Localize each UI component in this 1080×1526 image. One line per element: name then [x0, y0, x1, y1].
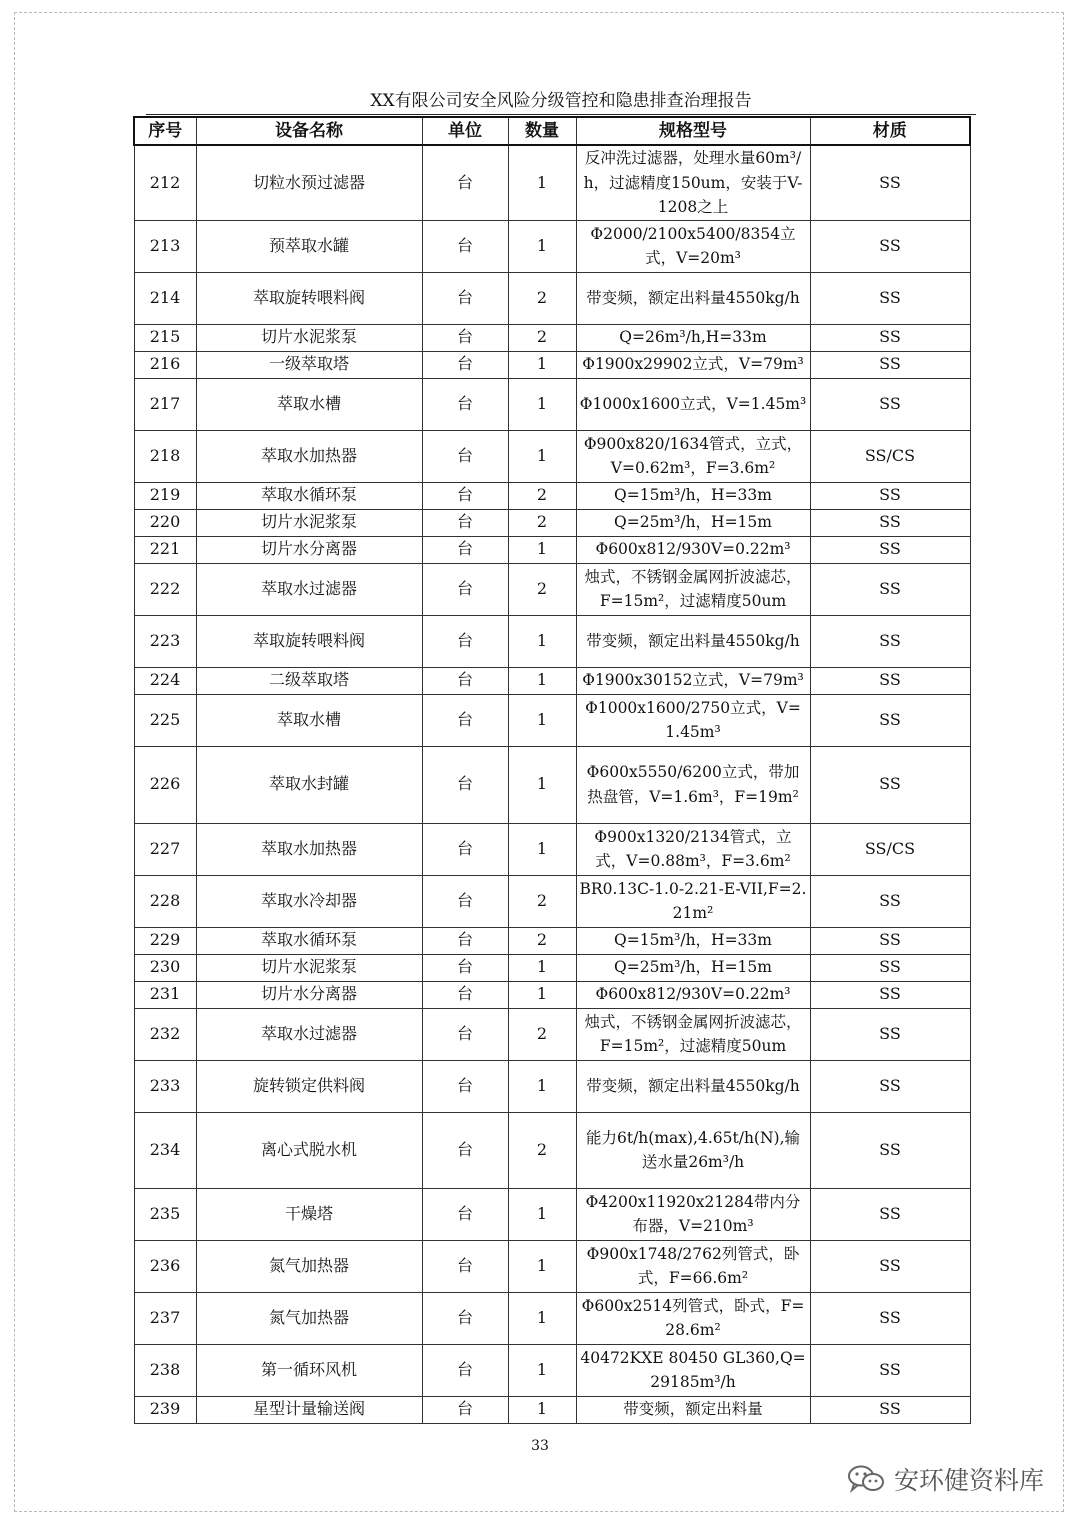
cell-unit: 台: [422, 615, 508, 667]
cell-no: 212: [134, 145, 196, 220]
col-header-spec: 规格型号: [576, 117, 810, 145]
col-header-no: 序号: [134, 117, 196, 145]
cell-name: 萃取水封罐: [196, 746, 422, 823]
cell-no: 221: [134, 536, 196, 563]
cell-no: 237: [134, 1292, 196, 1344]
cell-spec: Φ600x5550/6200立式，带加热盘管，V=1.6m³，F=19m²: [576, 746, 810, 823]
cell-spec: Q=15m³/h，H=33m: [576, 482, 810, 509]
cell-spec: Φ600x812/930V=0.22m³: [576, 981, 810, 1008]
cell-material: SS: [810, 1060, 970, 1112]
cell-material: SS: [810, 536, 970, 563]
cell-name: 干燥塔: [196, 1188, 422, 1240]
cell-unit: 台: [422, 220, 508, 272]
cell-unit: 台: [422, 1240, 508, 1292]
cell-name: 星型计量输送阀: [196, 1396, 422, 1423]
table-row: [134, 823, 970, 875]
cell-qty: 2: [508, 563, 576, 615]
table-row: [134, 430, 970, 482]
cell-name: 离心式脱水机: [196, 1112, 422, 1188]
table-row: [134, 694, 970, 746]
cell-name: 氮气加热器: [196, 1240, 422, 1292]
cell-name: 氮气加热器: [196, 1292, 422, 1344]
cell-qty: 1: [508, 351, 576, 378]
cell-material: SS: [810, 1292, 970, 1344]
col-header-unit: 单位: [422, 117, 508, 145]
cell-name: 切片水分离器: [196, 536, 422, 563]
cell-no: 219: [134, 482, 196, 509]
cell-spec: Φ600x2514列管式，卧式，F=28.6m²: [576, 1292, 810, 1344]
cell-unit: 台: [422, 272, 508, 324]
cell-no: 216: [134, 351, 196, 378]
table-row: [134, 1112, 970, 1188]
cell-spec: Φ2000/2100x5400/8354立式，V=20m³: [576, 220, 810, 272]
cell-qty: 1: [508, 615, 576, 667]
watermark: [846, 1462, 1044, 1496]
cell-no: 230: [134, 954, 196, 981]
cell-unit: 台: [422, 563, 508, 615]
cell-unit: 台: [422, 482, 508, 509]
cell-material: SS: [810, 1344, 970, 1396]
cell-unit: 台: [422, 1396, 508, 1423]
cell-no: 228: [134, 875, 196, 927]
cell-no: 224: [134, 667, 196, 694]
table-row: [134, 351, 970, 378]
table-row: [134, 667, 970, 694]
cell-spec: Φ1000x1600立式，V=1.45m³: [576, 378, 810, 430]
cell-qty: 1: [508, 1396, 576, 1423]
col-header-name: 设备名称: [196, 117, 422, 145]
cell-unit: 台: [422, 746, 508, 823]
cell-material: SS/CS: [810, 430, 970, 482]
table-row: [134, 1292, 970, 1344]
cell-material: SS: [810, 563, 970, 615]
cell-name: 切粒水预过滤器: [196, 145, 422, 220]
table-row: [134, 482, 970, 509]
cell-material: SS: [810, 1008, 970, 1060]
cell-spec: 反冲洗过滤器，处理水量60m³/h，过滤精度150um，安装于V-1208之上: [576, 145, 810, 220]
cell-spec: Φ900x1320/2134管式，立式，V=0.88m³，F=3.6m²: [576, 823, 810, 875]
table-row: [134, 615, 970, 667]
cell-qty: 1: [508, 430, 576, 482]
cell-spec: 烛式，不锈钢金属网折波滤芯，F=15m²，过滤精度50um: [576, 563, 810, 615]
table-row: [134, 324, 970, 351]
cell-name: 一级萃取塔: [196, 351, 422, 378]
cell-qty: 1: [508, 746, 576, 823]
cell-qty: 1: [508, 1060, 576, 1112]
cell-qty: 1: [508, 694, 576, 746]
cell-name: 萃取水过滤器: [196, 1008, 422, 1060]
cell-material: SS: [810, 667, 970, 694]
cell-no: 215: [134, 324, 196, 351]
cell-no: 213: [134, 220, 196, 272]
cell-no: 235: [134, 1188, 196, 1240]
cell-spec: Φ4200x11920x21284带内分布器，V=210m³: [576, 1188, 810, 1240]
table-body: [134, 145, 970, 1423]
cell-no: 226: [134, 746, 196, 823]
cell-name: 萃取水过滤器: [196, 563, 422, 615]
cell-material: SS: [810, 875, 970, 927]
table-row: [134, 272, 970, 324]
cell-qty: 1: [508, 1240, 576, 1292]
cell-no: 239: [134, 1396, 196, 1423]
cell-no: 217: [134, 378, 196, 430]
table-row: [134, 875, 970, 927]
cell-no: 236: [134, 1240, 196, 1292]
cell-unit: 台: [422, 430, 508, 482]
col-header-material: 材质: [810, 117, 970, 145]
cell-spec: 带变频，额定出料量4550kg/h: [576, 272, 810, 324]
cell-qty: 1: [508, 220, 576, 272]
cell-unit: 台: [422, 1060, 508, 1112]
cell-qty: 1: [508, 954, 576, 981]
cell-name: 第一循环风机: [196, 1344, 422, 1396]
wechat-icon: [846, 1464, 886, 1494]
cell-spec: Φ1900x30152立式，V=79m³: [576, 667, 810, 694]
cell-qty: 1: [508, 823, 576, 875]
cell-unit: 台: [422, 1188, 508, 1240]
cell-qty: 2: [508, 272, 576, 324]
cell-spec: 40472KXE 80450 GL360,Q=29185m³/h: [576, 1344, 810, 1396]
table-row: [134, 1344, 970, 1396]
cell-unit: 台: [422, 694, 508, 746]
cell-name: 切片水分离器: [196, 981, 422, 1008]
cell-material: SS: [810, 615, 970, 667]
cell-name: 切片水泥浆泵: [196, 509, 422, 536]
cell-unit: 台: [422, 536, 508, 563]
cell-name: 萃取水循环泵: [196, 482, 422, 509]
cell-qty: 1: [508, 1344, 576, 1396]
cell-material: SS: [810, 1112, 970, 1188]
cell-no: 234: [134, 1112, 196, 1188]
cell-no: 227: [134, 823, 196, 875]
table-row: [134, 746, 970, 823]
cell-qty: 1: [508, 378, 576, 430]
table-row: [134, 378, 970, 430]
cell-name: 萃取水加热器: [196, 823, 422, 875]
cell-name: 萃取水循环泵: [196, 927, 422, 954]
cell-material: SS/CS: [810, 823, 970, 875]
page-number: 33: [531, 1438, 549, 1454]
cell-spec: 烛式，不锈钢金属网折波滤芯，F=15m²，过滤精度50um: [576, 1008, 810, 1060]
cell-qty: 1: [508, 145, 576, 220]
cell-no: 238: [134, 1344, 196, 1396]
table-row: [134, 1008, 970, 1060]
cell-spec: Φ900x1748/2762列管式，卧式，F=66.6m²: [576, 1240, 810, 1292]
cell-material: SS: [810, 1240, 970, 1292]
cell-no: 222: [134, 563, 196, 615]
cell-material: SS: [810, 927, 970, 954]
cell-material: SS: [810, 351, 970, 378]
cell-name: 萃取旋转喂料阀: [196, 615, 422, 667]
cell-name: 萃取水加热器: [196, 430, 422, 482]
cell-material: SS: [810, 981, 970, 1008]
cell-unit: 台: [422, 823, 508, 875]
cell-spec: Φ900x820/1634管式，立式，V=0.62m³，F=3.6m²: [576, 430, 810, 482]
table-row: [134, 954, 970, 981]
table-row: [134, 220, 970, 272]
cell-unit: 台: [422, 981, 508, 1008]
cell-unit: 台: [422, 667, 508, 694]
cell-name: 萃取旋转喂料阀: [196, 272, 422, 324]
cell-unit: 台: [422, 954, 508, 981]
cell-material: SS: [810, 324, 970, 351]
cell-name: 萃取水槽: [196, 694, 422, 746]
cell-material: SS: [810, 1396, 970, 1423]
cell-unit: 台: [422, 927, 508, 954]
cell-spec: Q=15m³/h，H=33m: [576, 927, 810, 954]
cell-qty: 1: [508, 1188, 576, 1240]
table-row: [134, 1060, 970, 1112]
cell-qty: 2: [508, 324, 576, 351]
cell-material: SS: [810, 272, 970, 324]
cell-name: 切片水泥浆泵: [196, 324, 422, 351]
equipment-table: [133, 116, 971, 1424]
table-row: [134, 927, 970, 954]
cell-name: 旋转锁定供料阀: [196, 1060, 422, 1112]
cell-no: 231: [134, 981, 196, 1008]
cell-unit: 台: [422, 875, 508, 927]
cell-unit: 台: [422, 378, 508, 430]
cell-unit: 台: [422, 145, 508, 220]
cell-material: SS: [810, 954, 970, 981]
cell-material: SS: [810, 378, 970, 430]
cell-no: 214: [134, 272, 196, 324]
cell-no: 233: [134, 1060, 196, 1112]
cell-unit: 台: [422, 1292, 508, 1344]
cell-qty: 2: [508, 875, 576, 927]
table-row: [134, 1240, 970, 1292]
col-header-qty: 数量: [508, 117, 576, 145]
cell-material: SS: [810, 746, 970, 823]
table-row: [134, 563, 970, 615]
page-header-title: XX有限公司安全风险分级管控和隐患排查治理报告: [146, 88, 976, 115]
cell-unit: 台: [422, 1112, 508, 1188]
table-row: [134, 981, 970, 1008]
watermark-text: 安环健资料库: [893, 1466, 1044, 1495]
cell-qty: 2: [508, 482, 576, 509]
cell-spec: Q=25m³/h，H=15m: [576, 509, 810, 536]
table-row: [134, 1396, 970, 1423]
table-row: [134, 1188, 970, 1240]
cell-spec: Φ1900x29902立式，V=79m³: [576, 351, 810, 378]
cell-qty: 1: [508, 536, 576, 563]
cell-unit: 台: [422, 324, 508, 351]
cell-qty: 2: [508, 1112, 576, 1188]
cell-unit: 台: [422, 509, 508, 536]
cell-spec: Φ1000x1600/2750立式，V=1.45m³: [576, 694, 810, 746]
cell-spec: BR0.13C-1.0-2.21-E-VII,F=2.21m²: [576, 875, 810, 927]
cell-unit: 台: [422, 351, 508, 378]
cell-spec: Q=25m³/h，H=15m: [576, 954, 810, 981]
cell-qty: 2: [508, 927, 576, 954]
cell-material: SS: [810, 509, 970, 536]
cell-qty: 1: [508, 1292, 576, 1344]
cell-material: SS: [810, 694, 970, 746]
cell-no: 229: [134, 927, 196, 954]
table-row: [134, 509, 970, 536]
cell-unit: 台: [422, 1344, 508, 1396]
cell-no: 225: [134, 694, 196, 746]
cell-name: 二级萃取塔: [196, 667, 422, 694]
cell-spec: 带变频，额定出料量4550kg/h: [576, 1060, 810, 1112]
cell-material: SS: [810, 1188, 970, 1240]
cell-name: 预萃取水罐: [196, 220, 422, 272]
table-row: [134, 145, 970, 220]
cell-qty: 1: [508, 981, 576, 1008]
cell-name: 萃取水槽: [196, 378, 422, 430]
cell-spec: 带变频，额定出料量4550kg/h: [576, 615, 810, 667]
cell-material: SS: [810, 482, 970, 509]
cell-spec: 带变频，额定出料量: [576, 1396, 810, 1423]
cell-no: 232: [134, 1008, 196, 1060]
cell-no: 218: [134, 430, 196, 482]
cell-name: 切片水泥浆泵: [196, 954, 422, 981]
cell-qty: 2: [508, 509, 576, 536]
cell-spec: Φ600x812/930V=0.22m³: [576, 536, 810, 563]
table-row: [134, 536, 970, 563]
cell-name: 萃取水冷却器: [196, 875, 422, 927]
cell-qty: 2: [508, 1008, 576, 1060]
cell-material: SS: [810, 145, 970, 220]
cell-material: SS: [810, 220, 970, 272]
table-header-row: [134, 117, 970, 145]
cell-spec: 能力6t/h(max),4.65t/h(N),输送水量26m³/h: [576, 1112, 810, 1188]
cell-spec: Q=26m³/h,H=33m: [576, 324, 810, 351]
cell-no: 220: [134, 509, 196, 536]
cell-qty: 1: [508, 667, 576, 694]
cell-no: 223: [134, 615, 196, 667]
cell-unit: 台: [422, 1008, 508, 1060]
